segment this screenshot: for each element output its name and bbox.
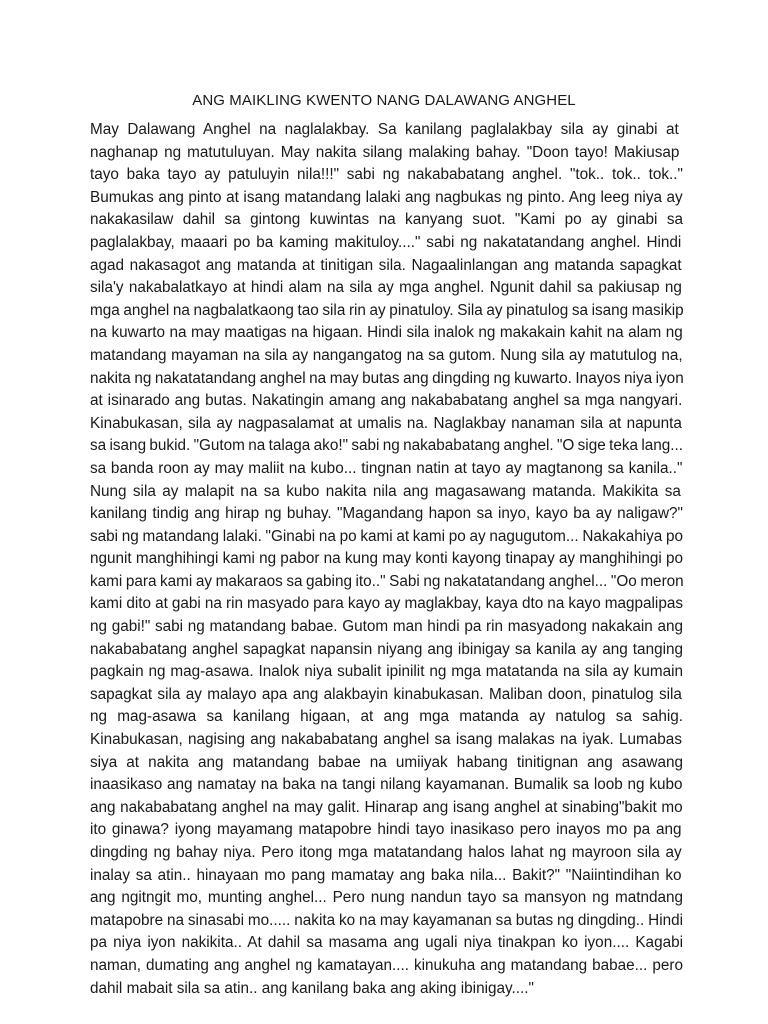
story-line: paglalakbay, maaari po ba kaming makituloy...." sabi ng nakatatandang anghel. Hindi [90, 233, 682, 251]
story-line: dahil mabait sila sa atin.. ang kanilang baka ang aking ibinigay...." [90, 979, 534, 997]
story-line: kami para kami ay makaraos sa gabing ito.." Sabi ng nakatatandang anghel... "Oo meron [90, 572, 684, 590]
story-line: ang ngitngit mo, munting anghel... Pero nung nandun tayo sa mansyon ng matndang [90, 889, 683, 907]
story-line: agad nakasagot ang matanda at tinitigan sila. Nagaalinlangan ang matanda sapagkat [90, 256, 682, 274]
story-line: mga anghel na nagbalatkaong tao sila rin ay pinatuloy. Sila ay pinatulog sa isang masikip [90, 301, 684, 319]
story-line: Kinabukasan, nagising ang nakababatang anghel sa isang malakas na iyak. Lumabas [90, 731, 682, 749]
story-line: at isinarado ang butas. Nakatingin amang ang nakababatang anghel sa mga nangyari. [90, 392, 683, 410]
story-line: sabi ng matandang lalaki. "Ginabi na po kami at kami po ay nagugutom... Nakakahiya po [90, 527, 683, 545]
story-line: Nung sila ay malapit na sa kubo nakita nila ang magasawang matanda. Makikita sa [90, 482, 681, 500]
story-line: ng gabi!" sabi ng matandang babae. Gutom man hindi pa rin masyadong nakakain ang [90, 618, 683, 636]
story-line: ngunit manghihingi kami ng pabor na kung may konti kayong tinapay ay manghihingi po [90, 550, 683, 568]
story-line: kami dito at gabi na rin masyado para kayo ay maglakbay, kaya dto na kayo magpalipas [90, 595, 683, 613]
story-line: sapagkat sila ay malayo apa ang alakbayin kinabukasan. Maliban doon, pinatulog sila [90, 685, 682, 703]
story-line: nakita ng nakatatandang anghel na may butas ang dingding ng kuwarto. Inayos niya iyon [90, 369, 684, 387]
story-line: inaasikaso ang namatay na baka na tangi nilang kayamanan. Bumalik sa loob ng kubo [90, 776, 683, 794]
story-line: tayo baka tayo ay patuluyin nila!!!" sabi ng nakababatang anghel. "tok.. tok.. tok.." [90, 166, 683, 184]
story-line: sa isang bukid. "Gutom na talaga ako!" sabi ng nakababatang anghel. "O sige teka lang... [90, 437, 683, 455]
story-line: naman, dumating ang anghel ng kamatayan.... kinukuha ang matandang babae... pero [90, 956, 683, 974]
story-line: nakakasilaw dahil sa gintong kuwintas na kanyang suot. "Kami po ay ginabi sa [90, 211, 683, 229]
story-line: nakababatang anghel sapagkat napansin niyang ang ibinigay sa kanila ay ang tanging [90, 640, 683, 658]
story-line: inalay sa atin.. hinayaan mo pang mamatay ang baka nila... Bakit?" "Naiintindihan ko [90, 866, 682, 884]
story-line: ng mag-asawa sa kanilang higaan, at ang mga matanda ay natulog sa sahig. [90, 708, 683, 726]
story-line: dingding ng bahay niya. Pero itong mga matatandang halos lahat ng mayroon sila ay [90, 844, 682, 861]
story-line: naghanap ng matutuluyan. May nakita silang malaking bahay. "Doon tayo! Makiusap [90, 143, 680, 161]
story-line: matapobre na sinasabi mo..... nakita ko na may kayamanan sa butas ng dingding.. Hindi [90, 911, 683, 929]
story-line: Bumukas ang pinto at isang matandang lalaki ang nagbukas ng pinto. Ang leeg niya ay [90, 188, 683, 206]
story-body [90, 119, 683, 1000]
story-line: pa niya iyon nakikita.. At dahil sa masama ang ugali niya tinakpan ko iyon.... Kagabi [90, 934, 683, 952]
story-line: sa banda roon ay may maliit na kubo... tingnan natin at tayo ay magtanong sa kanila.." [90, 459, 683, 477]
document-title: ANG MAIKLING KWENTO NANG DALAWANG ANGHEL [192, 92, 576, 109]
story-line: siya at nakita ang matandang babae na umiiyak habang tinitignan ang asawang [90, 753, 683, 771]
story-line: pagkain ng mag-asawa. Inalok niya subalit ipinilit ng mga matatanda na sila ay kumain [90, 663, 683, 681]
story-line: Kinabukasan, sila ay nagpasalamat at umalis na. Naglakbay nanaman sila at napunta [90, 414, 682, 432]
story-line: na kuwarto na may maatigas na higaan. Hindi sila inalok ng makakain kahit na alam ng [90, 324, 683, 342]
story-line: ang nakababatang anghel na may galit. Hinarap ang isang anghel at sinabing"bakit mo [90, 798, 683, 816]
story-line: matandang mayaman na sila ay nangangatog na sa gutom. Nung sila ay matutulog na, [90, 346, 683, 364]
story-line: ito ginawa? iyong mayamang matapobre hindi tayo inasikaso pero inayos mo pa ang [90, 821, 682, 839]
story-line: kanilang tindig ang hirap ng buhay. "Magandang hapon sa inyo, kayo ba ay naligaw?" [90, 505, 683, 523]
story-line: sila'y nakabalatkayo at hindi alam na sila ay mga anghel. Ngunit dahil sa pakiusap ng [90, 279, 682, 297]
story-line: May Dalawang Anghel na naglalakbay. Sa kanilang paglalakbay sila ay ginabi at [90, 121, 679, 138]
